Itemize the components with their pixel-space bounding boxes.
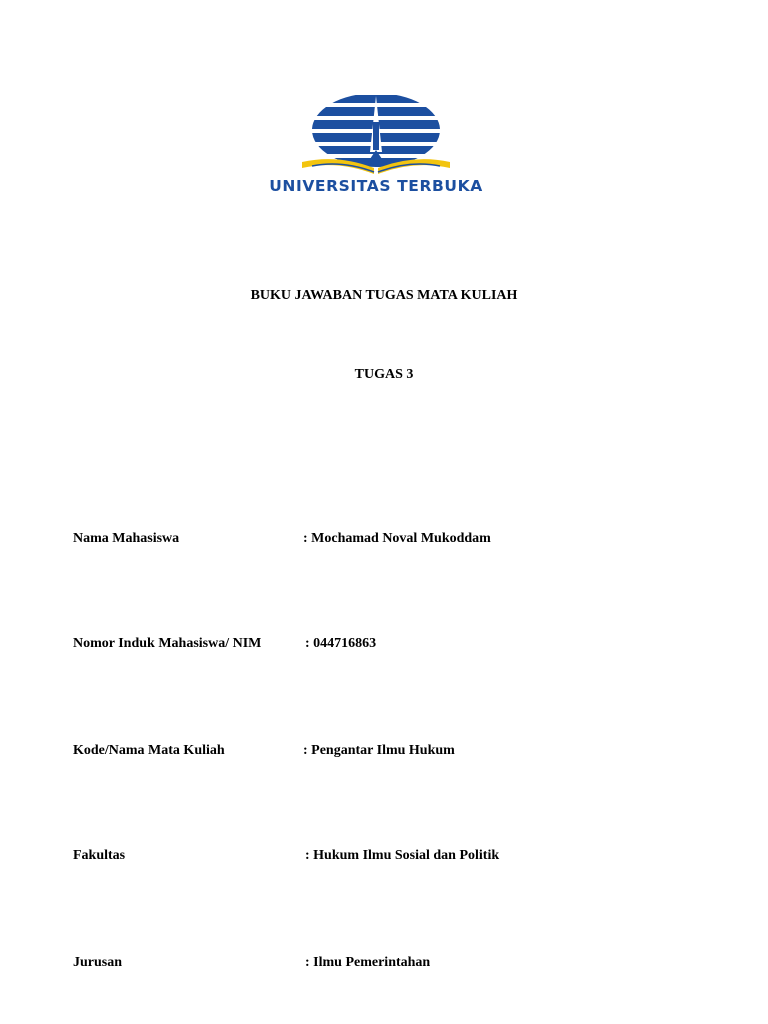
field-value: : Hukum Ilmu Sosial dan Politik [305, 848, 500, 863]
field-nim [73, 636, 713, 656]
field-label: Nomor Induk Mahasiswa/ NIM [73, 636, 262, 651]
field-fakultas [73, 848, 713, 868]
field-value: : Pengantar Ilmu Hukum [303, 743, 455, 758]
document-subtitle: TUGAS 3 [354, 367, 414, 382]
field-label: Kode/Nama Mata Kuliah [73, 743, 225, 758]
field-label: Jurusan [73, 955, 123, 970]
field-label: Fakultas [73, 848, 126, 863]
field-label: Nama Mahasiswa [73, 531, 180, 546]
field-mata-kuliah [73, 743, 713, 763]
field-value: : Mochamad Noval Mukoddam [303, 531, 491, 546]
university-logo [246, 92, 506, 200]
university-emblem-icon [298, 92, 454, 178]
logo-text [246, 177, 506, 195]
field-nama-mahasiswa [73, 531, 713, 551]
field-value: : 044716863 [305, 636, 377, 651]
logo-text-span: UNIVERSITAS TERBUKA [269, 177, 483, 195]
field-jurusan [73, 955, 713, 975]
field-value: : Ilmu Pemerintahan [305, 955, 431, 970]
document-title: BUKU JAWABAN TUGAS MATA KULIAH [250, 288, 518, 303]
